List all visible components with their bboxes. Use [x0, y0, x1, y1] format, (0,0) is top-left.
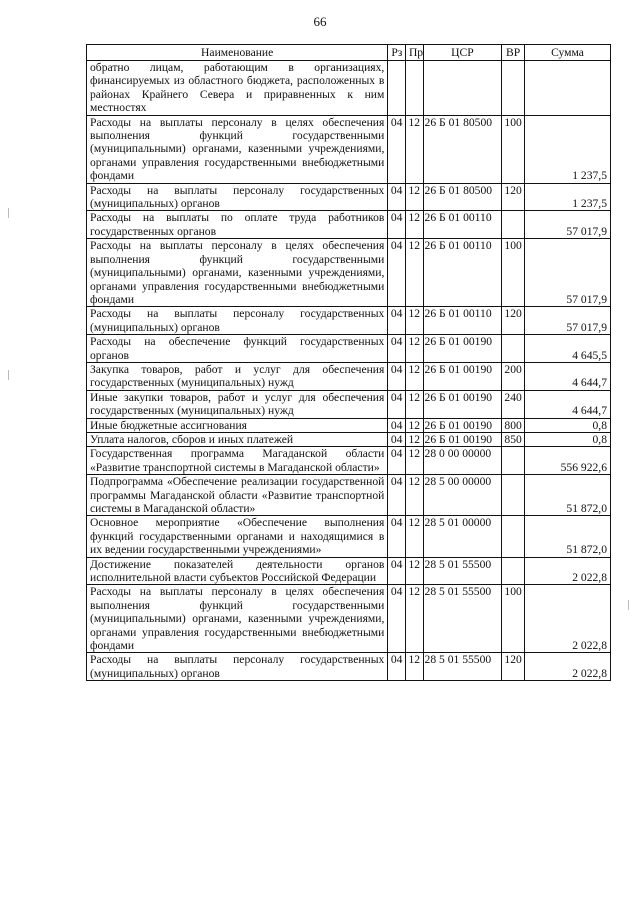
- cell-name: Расходы на выплаты персоналу государственных (муниципальных) органов: [87, 307, 388, 335]
- cell-name: Иные бюджетные ассигнования: [87, 418, 388, 432]
- cell-rz: 04: [388, 362, 406, 390]
- cell-pr: 12: [405, 307, 423, 335]
- cell-pr: 12: [405, 115, 423, 183]
- cell-name: Закупка товаров, работ и услуг для обеспечения государственных (муниципальных) нужд: [87, 362, 388, 390]
- cell-name: Расходы на выплаты персоналу государственных (муниципальных) органов: [87, 653, 388, 681]
- cell-rz: 04: [388, 211, 406, 239]
- cell-csr: 28 5 01 55500: [423, 653, 502, 681]
- cell-name: Государственная программа Магаданской области «Развитие транспортной системы в Магаданской области»: [87, 447, 388, 475]
- cell-pr: 12: [405, 335, 423, 363]
- cell-rz: 04: [388, 307, 406, 335]
- cell-csr: 28 5 01 55500: [423, 557, 502, 585]
- cell-name: Расходы на выплаты персоналу государственных (муниципальных) органов: [87, 183, 388, 211]
- cell-pr: 12: [405, 557, 423, 585]
- cell-csr: 26 Б 01 00110: [423, 211, 502, 239]
- table-row: [87, 335, 611, 363]
- table-row: [87, 432, 611, 446]
- cell-name: Расходы на выплаты персоналу в целях обеспечения выполнения функций государственными (муниципальными) органами, казенными учреждениями, органами управления государственными внебюджетными фондами: [87, 585, 388, 653]
- cell-sum: 57 017,9: [525, 211, 611, 239]
- cell-vr: 850: [502, 432, 525, 446]
- cell-sum: 4 645,5: [525, 335, 611, 363]
- cell-rz: 04: [388, 183, 406, 211]
- table-row: [87, 653, 611, 681]
- header-pr: Пр: [405, 45, 423, 61]
- header-csr: ЦСР: [423, 45, 502, 61]
- cell-csr: 26 Б 01 80500: [423, 115, 502, 183]
- cell-csr: 28 0 00 00000: [423, 447, 502, 475]
- header-vr: ВР: [502, 45, 525, 61]
- cell-name: Подпрограмма «Обеспечение реализации государственной программы Магаданской области «Развитие транспортной системы в Магаданской области»: [87, 475, 388, 516]
- cell-pr: 12: [405, 239, 423, 307]
- cell-csr: 28 5 00 00000: [423, 475, 502, 516]
- cell-vr: 120: [502, 653, 525, 681]
- table-row: [87, 307, 611, 335]
- cell-pr: 12: [405, 653, 423, 681]
- cell-rz: 04: [388, 475, 406, 516]
- cell-rz: 04: [388, 447, 406, 475]
- cell-csr: 28 5 01 55500: [423, 585, 502, 653]
- cell-vr: 200: [502, 362, 525, 390]
- cell-csr: 26 Б 01 00190: [423, 390, 502, 418]
- cell-pr: 12: [405, 516, 423, 557]
- cell-pr: 12: [405, 418, 423, 432]
- cell-name: Расходы на выплаты персоналу в целях обеспечения выполнения функций государственными (муниципальными) органами, казенными учреждениями, органами управления государственными внебюджетными фондами: [87, 115, 388, 183]
- cell-pr: 12: [405, 183, 423, 211]
- cell-rz: 04: [388, 335, 406, 363]
- cell-pr: [405, 61, 423, 116]
- cell-vr: 100: [502, 585, 525, 653]
- cell-vr: 240: [502, 390, 525, 418]
- cell-sum: 57 017,9: [525, 307, 611, 335]
- cell-name: Расходы на выплаты персоналу в целях обеспечения выполнения функций государственными (муниципальными) органами, казенными учреждениями, органами управления государственными внебюджетными фондами: [87, 239, 388, 307]
- cell-pr: 12: [405, 475, 423, 516]
- page-number: 66: [313, 14, 327, 29]
- cell-name: Расходы на обеспечение функций государственных органов: [87, 335, 388, 363]
- cell-sum: 4 644,7: [525, 390, 611, 418]
- table-row: [87, 115, 611, 183]
- cell-csr: 26 Б 01 00190: [423, 418, 502, 432]
- cell-sum: 51 872,0: [525, 516, 611, 557]
- cell-name: Достижение показателей деятельности органов исполнительной власти субъектов Российской Федерации: [87, 557, 388, 585]
- cell-sum: 4 644,7: [525, 362, 611, 390]
- header-name: Наименование: [87, 45, 388, 61]
- table-row: [87, 447, 611, 475]
- cell-pr: 12: [405, 585, 423, 653]
- cell-csr: 26 Б 01 00190: [423, 432, 502, 446]
- table-row: [87, 390, 611, 418]
- cell-csr: 26 Б 01 00110: [423, 307, 502, 335]
- cell-sum: 57 017,9: [525, 239, 611, 307]
- cell-csr: 26 Б 01 00190: [423, 362, 502, 390]
- cell-rz: 04: [388, 653, 406, 681]
- cell-vr: [502, 335, 525, 363]
- table-row: [87, 362, 611, 390]
- cell-rz: 04: [388, 418, 406, 432]
- cell-vr: 100: [502, 115, 525, 183]
- cell-sum: 0,8: [525, 432, 611, 446]
- cell-rz: 04: [388, 390, 406, 418]
- scan-mark: [8, 208, 9, 218]
- cell-sum: 1 237,5: [525, 183, 611, 211]
- table-body: [87, 61, 611, 681]
- cell-rz: 04: [388, 516, 406, 557]
- cell-name: Основное мероприятие «Обеспечение выполнения функций государственными органами и находящимися в их ведении государственными учреждениями»: [87, 516, 388, 557]
- cell-sum: 556 922,6: [525, 447, 611, 475]
- cell-rz: 04: [388, 115, 406, 183]
- cell-vr: 120: [502, 183, 525, 211]
- cell-vr: [502, 516, 525, 557]
- cell-vr: 120: [502, 307, 525, 335]
- cell-pr: 12: [405, 211, 423, 239]
- cell-sum: 51 872,0: [525, 475, 611, 516]
- table-row: [87, 211, 611, 239]
- cell-csr: 26 Б 01 80500: [423, 183, 502, 211]
- cell-rz: 04: [388, 432, 406, 446]
- cell-sum: 2 022,8: [525, 585, 611, 653]
- cell-vr: 100: [502, 239, 525, 307]
- cell-csr: 26 Б 01 00110: [423, 239, 502, 307]
- header-rz: Рз: [388, 45, 406, 61]
- cell-pr: 12: [405, 432, 423, 446]
- cell-pr: 12: [405, 362, 423, 390]
- cell-sum: 2 022,8: [525, 557, 611, 585]
- cell-sum: 2 022,8: [525, 653, 611, 681]
- cell-name: обратно лицам, работающим в организациях, финансируемых из областного бюджета, расположенных в районах Крайнего Севера и приравненных к ним местностях: [87, 61, 388, 116]
- cell-pr: 12: [405, 390, 423, 418]
- cell-sum: 0,8: [525, 418, 611, 432]
- cell-rz: 04: [388, 557, 406, 585]
- cell-rz: 04: [388, 239, 406, 307]
- table-row: [87, 61, 611, 116]
- cell-csr: 28 5 01 00000: [423, 516, 502, 557]
- cell-vr: [502, 447, 525, 475]
- cell-csr: [423, 61, 502, 116]
- cell-sum: 1 237,5: [525, 115, 611, 183]
- scan-mark: [628, 600, 629, 610]
- cell-vr: 800: [502, 418, 525, 432]
- table-row: [87, 239, 611, 307]
- table-row: [87, 418, 611, 432]
- cell-pr: 12: [405, 447, 423, 475]
- header-sum: Сумма: [525, 45, 611, 61]
- table-row: [87, 183, 611, 211]
- cell-vr: [502, 557, 525, 585]
- cell-name: Расходы на выплаты по оплате труда работников государственных органов: [87, 211, 388, 239]
- table-header-row: [87, 45, 611, 61]
- cell-vr: [502, 475, 525, 516]
- cell-name: Иные закупки товаров, работ и услуг для обеспечения государственных (муниципальных) нужд: [87, 390, 388, 418]
- cell-sum: [525, 61, 611, 116]
- table-row: [87, 475, 611, 516]
- cell-rz: [388, 61, 406, 116]
- cell-csr: 26 Б 01 00190: [423, 335, 502, 363]
- table-row: [87, 557, 611, 585]
- cell-name: Уплата налогов, сборов и иных платежей: [87, 432, 388, 446]
- budget-table: [86, 44, 611, 681]
- table-row: [87, 516, 611, 557]
- cell-vr: [502, 61, 525, 116]
- cell-vr: [502, 211, 525, 239]
- table-row: [87, 585, 611, 653]
- cell-rz: 04: [388, 585, 406, 653]
- scan-mark: [8, 370, 9, 380]
